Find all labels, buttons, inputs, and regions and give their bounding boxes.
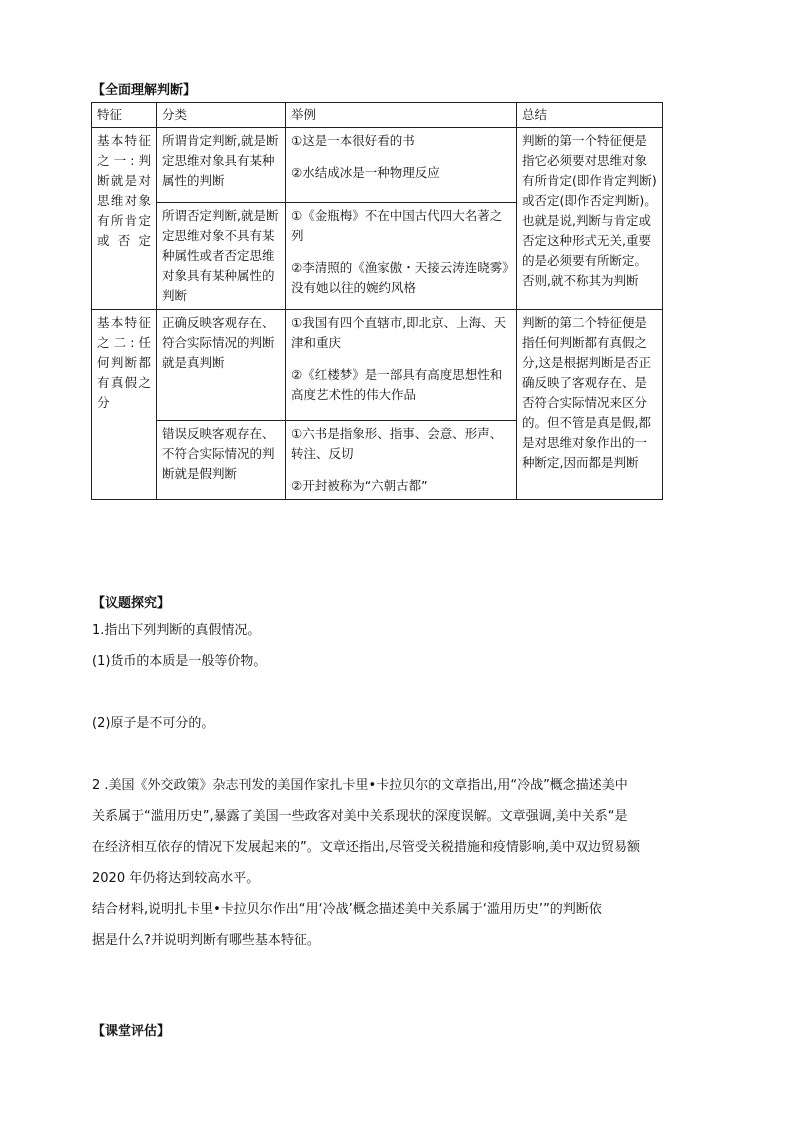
example-item: ①这是一本很好看的书 — [291, 133, 415, 148]
examples-false — [286, 421, 517, 500]
example-item: ②李清照的《渔家傲・天接云涛连晓雾》没有她以往的婉约风格 — [291, 260, 509, 295]
section-title-comprehensive-judgment: 【全面理解判断】 — [92, 83, 197, 98]
header-feature: 特征 — [92, 103, 157, 128]
examples-negative — [286, 203, 517, 310]
example-item: ②《红楼梦》是一部具有高度思想性和高度艺术性的伟大作品 — [291, 367, 503, 402]
question-1-item-1: (1)货币的本质是一般等价物。 — [92, 654, 267, 669]
section-title-issue-inquiry: 【议题探究】 — [92, 596, 171, 611]
example-item: ①六书是指象形、指事、会意、形声、转注、反切 — [291, 426, 503, 461]
examples-affirmative — [286, 128, 517, 203]
category-false: 错误反映客观存在、不符合实际情况的判断就是假判断 — [157, 421, 286, 500]
table-row — [92, 128, 663, 203]
question-1-item-2: (2)原子是不可分的。 — [92, 716, 215, 731]
table-row — [92, 310, 663, 421]
summary-cell-1: 判断的第一个特征便是指它必须要对思维对象有所肯定(即作肯定判断)或否定(即作否定判断)。也就是说,判断与肯定或否定这种形式无关,重要的是必须要有所断定。否则,就不称其为判断 — [517, 128, 663, 310]
category-true: 正确反映客观存在、符合实际情况的判断就是真判断 — [157, 310, 286, 421]
judgment-table — [91, 102, 663, 500]
question-2-line: 2 .美国《外交政策》杂志刊发的美国作家扎卡里•卡拉贝尔的文章指出,用“冷战”概念描述美中 — [92, 778, 628, 793]
example-item: ②开封被称为“六朝古都” — [291, 478, 428, 493]
header-example: 举例 — [286, 103, 517, 128]
feature-cell-1: 基本特征之一:判断就是对思维对象有所肯定或否定 — [92, 128, 157, 310]
example-item: ①我国有四个直辖市,即北京、上海、天津和重庆 — [291, 315, 507, 350]
example-item: ②水结成冰是一种物理反应 — [291, 165, 440, 180]
feature-cell-2: 基本特征之二:任何判断都有真假之分 — [92, 310, 157, 500]
table-header-row — [92, 103, 663, 128]
header-category: 分类 — [157, 103, 286, 128]
question-1-title: 1.指出下列判断的真假情况。 — [92, 623, 261, 638]
question-2-line: 2020 年仍将达到较高水平。 — [92, 871, 260, 886]
summary-cell-2: 判断的第二个特征便是指任何判断都有真假之分,这是根据判断是否正确反映了客观存在、是否符合实际情况来区分的。但不管是真是假,都是对思维对象作出的一种断定,因而都是判断 — [517, 310, 663, 500]
question-2-line: 关系属于“滥用历史”,暴露了美国一些政客对美中关系现状的深度误解。文章强调,美中关系“是 — [92, 809, 628, 824]
category-negative: 所谓否定判断,就是断定思维对象不具有某种属性或者否定思维对象具有某种属性的判断 — [157, 203, 286, 310]
section-title-class-assessment: 【课堂评估】 — [92, 1024, 171, 1039]
examples-true — [286, 310, 517, 421]
header-summary: 总结 — [517, 103, 663, 128]
example-item: ①《金瓶梅》不在中国古代四大名著之列 — [291, 208, 503, 243]
category-affirmative: 所谓肯定判断,就是断定思维对象具有某种属性的判断 — [157, 128, 286, 203]
question-2-line: 结合材料,说明扎卡里•卡拉贝尔作出“用‘冷战’概念描述美中关系属于‘滥用历史’”的判断依 — [92, 902, 602, 917]
question-2-line: 据是什么?并说明判断有哪些基本特征。 — [92, 933, 320, 948]
question-2-line: 在经济相互依存的情况下发展起来的”。文章还指出,尽管受关税措施和疫情影响,美中双边贸易额 — [92, 840, 641, 855]
